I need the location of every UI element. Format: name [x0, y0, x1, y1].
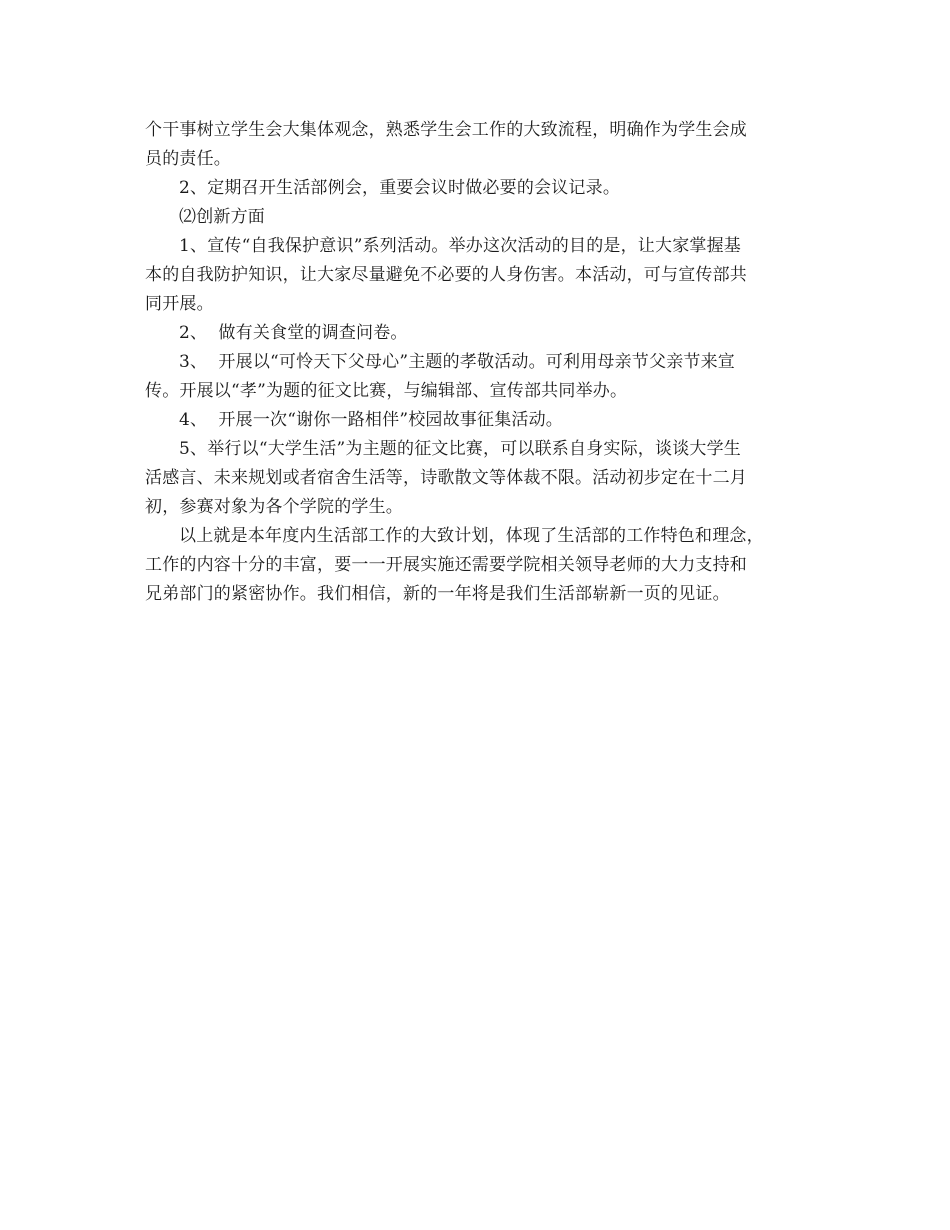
text-line: 传。开展以“孝”为题的征文比赛，与编辑部、宣传部共同举办。	[145, 381, 628, 401]
text-line: 3、 开展以“可怜天下父母心”主题的孝敬活动。可利用母亲节父亲节来宣	[179, 352, 736, 372]
text-line: 以上就是本年度内生活部工作的大致计划，体现了生活部的工作特色和理念，	[179, 526, 764, 546]
text-line: 2、定期召开生活部例会，重要会议时做必要的会议记录。	[179, 178, 621, 198]
text-line: 兄弟部门的紧密协作。我们相信，新的一年将是我们生活部崭新一页的见证。	[145, 584, 730, 604]
text-line: 工作的内容十分的丰富，要一一开展实施还需要学院相关领导老师的大力支持和	[145, 555, 747, 575]
text-line: 本的自我防护知识，让大家尽量避免不必要的人身伤害。本活动，可与宣传部共	[145, 265, 747, 285]
document-body	[145, 116, 810, 609]
text-line: 同开展。	[145, 294, 214, 314]
text-line: 员的责任。	[145, 149, 231, 169]
section-heading: ⑵创新方面	[179, 207, 265, 227]
text-line: 初，参赛对象为各个学院的学生。	[145, 497, 403, 517]
text-line: 1、宣传“自我保护意识”系列活动。举办这次活动的目的是，让大家掌握基	[179, 236, 741, 256]
text-line: 个干事树立学生会大集体观念，熟悉学生会工作的大致流程，明确作为学生会成	[145, 120, 747, 140]
text-line: 活感言、未来规划或者宿舍生活等，诗歌散文等体裁不限。活动初步定在十二月	[145, 468, 747, 488]
text-line: 2、 做有关食堂的调查问卷。	[179, 323, 408, 343]
text-line: 5、举行以“大学生活”为主题的征文比赛，可以联系自身实际，谈谈大学生	[179, 439, 741, 459]
text-line: 4、 开展一次“谢你一路相伴”校园故事征集活动。	[179, 410, 564, 430]
